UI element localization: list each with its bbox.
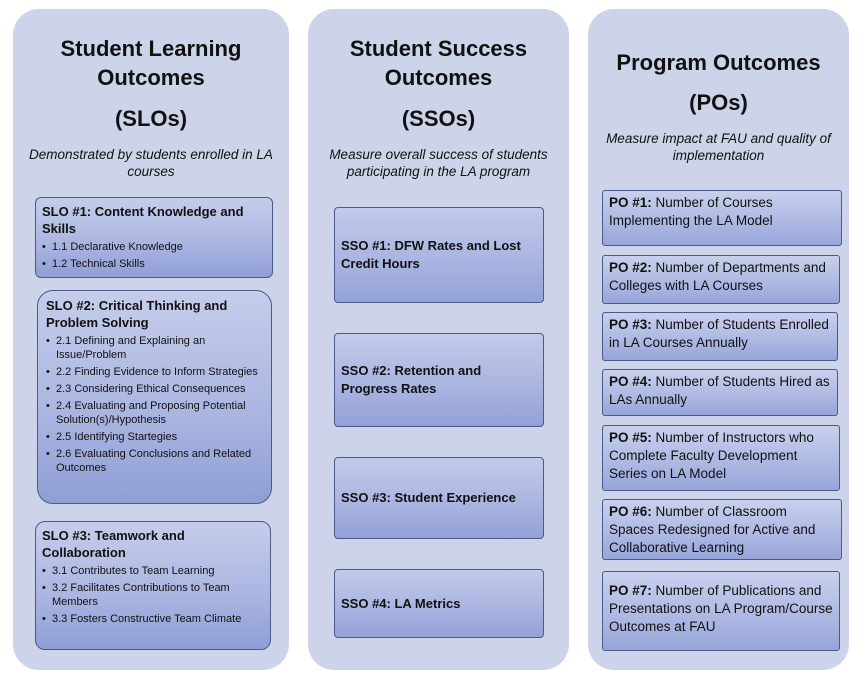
slo-2-box — [37, 290, 272, 504]
slo-2-item: • 2.3 Considering Ethical Consequences — [46, 382, 263, 396]
po-7-label: PO #7: — [609, 583, 652, 598]
slo-1-item: • 1.1 Declarative Knowledge — [42, 240, 266, 254]
slo-3-box — [35, 521, 271, 650]
sso-4-label: SSO #4: LA Metrics — [341, 595, 461, 611]
slo-2-item: • 2.6 Evaluating Conclusions and Related Outcomes — [46, 447, 263, 475]
po-column — [588, 9, 849, 670]
slo-3-item: • 3.3 Fosters Constructive Team Climate — [42, 612, 264, 626]
po-4-text: Number of Students Hired as LAs Annually — [609, 374, 830, 407]
po-4-label: PO #4: — [609, 374, 652, 389]
slo-2-item: • 2.4 Evaluating and Proposing Potential Solution(s)/Hypothesis — [46, 399, 263, 427]
po-2-text: Number of Departments and Colleges with LA Courses — [609, 260, 826, 293]
po-3-text: Number of Students Enrolled in LA Courses Annually — [609, 317, 829, 350]
sso-1-box — [334, 207, 544, 303]
po-column-title: Program Outcomes — [616, 50, 821, 75]
po-column-description: Measure impact at FAU and quality of implementation — [606, 131, 831, 163]
po-7-text: Number of Publications and Presentations on LA Program/Course Outcomes at FAU — [609, 583, 833, 634]
po-1-box — [602, 190, 842, 246]
slo-column-title-line1: Student Learning — [60, 36, 242, 61]
sso-1-label: SSO #1: DFW Rates and Lost Credit Hours — [341, 238, 521, 271]
sso-column — [308, 9, 569, 670]
po-6-box — [602, 499, 842, 560]
sso-4-box — [334, 569, 544, 638]
po-3-box — [602, 312, 838, 361]
slo-column-title-line2: Outcomes — [97, 65, 205, 90]
po-column-abbr: (POs) — [689, 90, 748, 115]
po-6-text: Number of Classroom Spaces Redesigned for Active and Collaborative Learning — [609, 504, 816, 555]
po-5-label: PO #5: — [609, 430, 652, 445]
po-5-text: Number of Instructors who Complete Faculty Development Series on LA Model — [609, 430, 814, 481]
po-1-label: PO #1: — [609, 195, 652, 210]
sso-3-box — [334, 457, 544, 539]
po-6-label: PO #6: — [609, 504, 652, 519]
po-4-box — [602, 369, 838, 416]
slo-1-title: SLO #1: Content Knowledge and Skills — [42, 204, 244, 236]
slo-column-abbr: (SLOs) — [114, 106, 188, 131]
slo-2-title: SLO #2: Critical Thinking and Problem Solving — [46, 298, 228, 330]
slo-1-item: • 1.2 Technical Skills — [42, 257, 266, 271]
slo-column-description: Demonstrated by students enrolled in LA courses — [29, 147, 273, 179]
po-2-label: PO #2: — [609, 260, 652, 275]
slo-2-item: • 2.1 Defining and Explaining an Issue/Problem — [46, 334, 263, 362]
slo-3-item: • 3.2 Facilitates Contributions to Team Members — [42, 581, 264, 609]
slo-1-box — [35, 197, 273, 278]
po-5-box — [602, 425, 840, 491]
sso-2-box — [334, 333, 544, 427]
slo-column — [13, 9, 289, 670]
sso-column-title-line2: Outcomes — [384, 65, 493, 90]
sso-column-title-line1: Student Success — [349, 36, 528, 61]
slo-3-title: SLO #3: Teamwork and Collaboration — [42, 528, 185, 560]
po-3-label: PO #3: — [609, 317, 652, 332]
sso-2-label: SSO #2: Retention and Progress Rates — [341, 363, 482, 396]
po-1-text: Number of Courses Implementing the LA Model — [609, 195, 773, 228]
slo-2-item: • 2.5 Identifying Startegies — [46, 430, 263, 444]
sso-3-label: SSO #3: Student Experience — [341, 490, 516, 505]
slo-2-item: • 2.2 Finding Evidence to Inform Strategies — [46, 365, 263, 379]
sso-column-abbr: (SSOs) — [401, 106, 476, 131]
po-2-box — [602, 255, 840, 304]
slo-3-item: • 3.1 Contributes to Team Learning — [42, 564, 264, 578]
sso-column-description: Measure overall success of students participating in the LA program — [329, 147, 548, 179]
po-7-box — [602, 571, 840, 651]
